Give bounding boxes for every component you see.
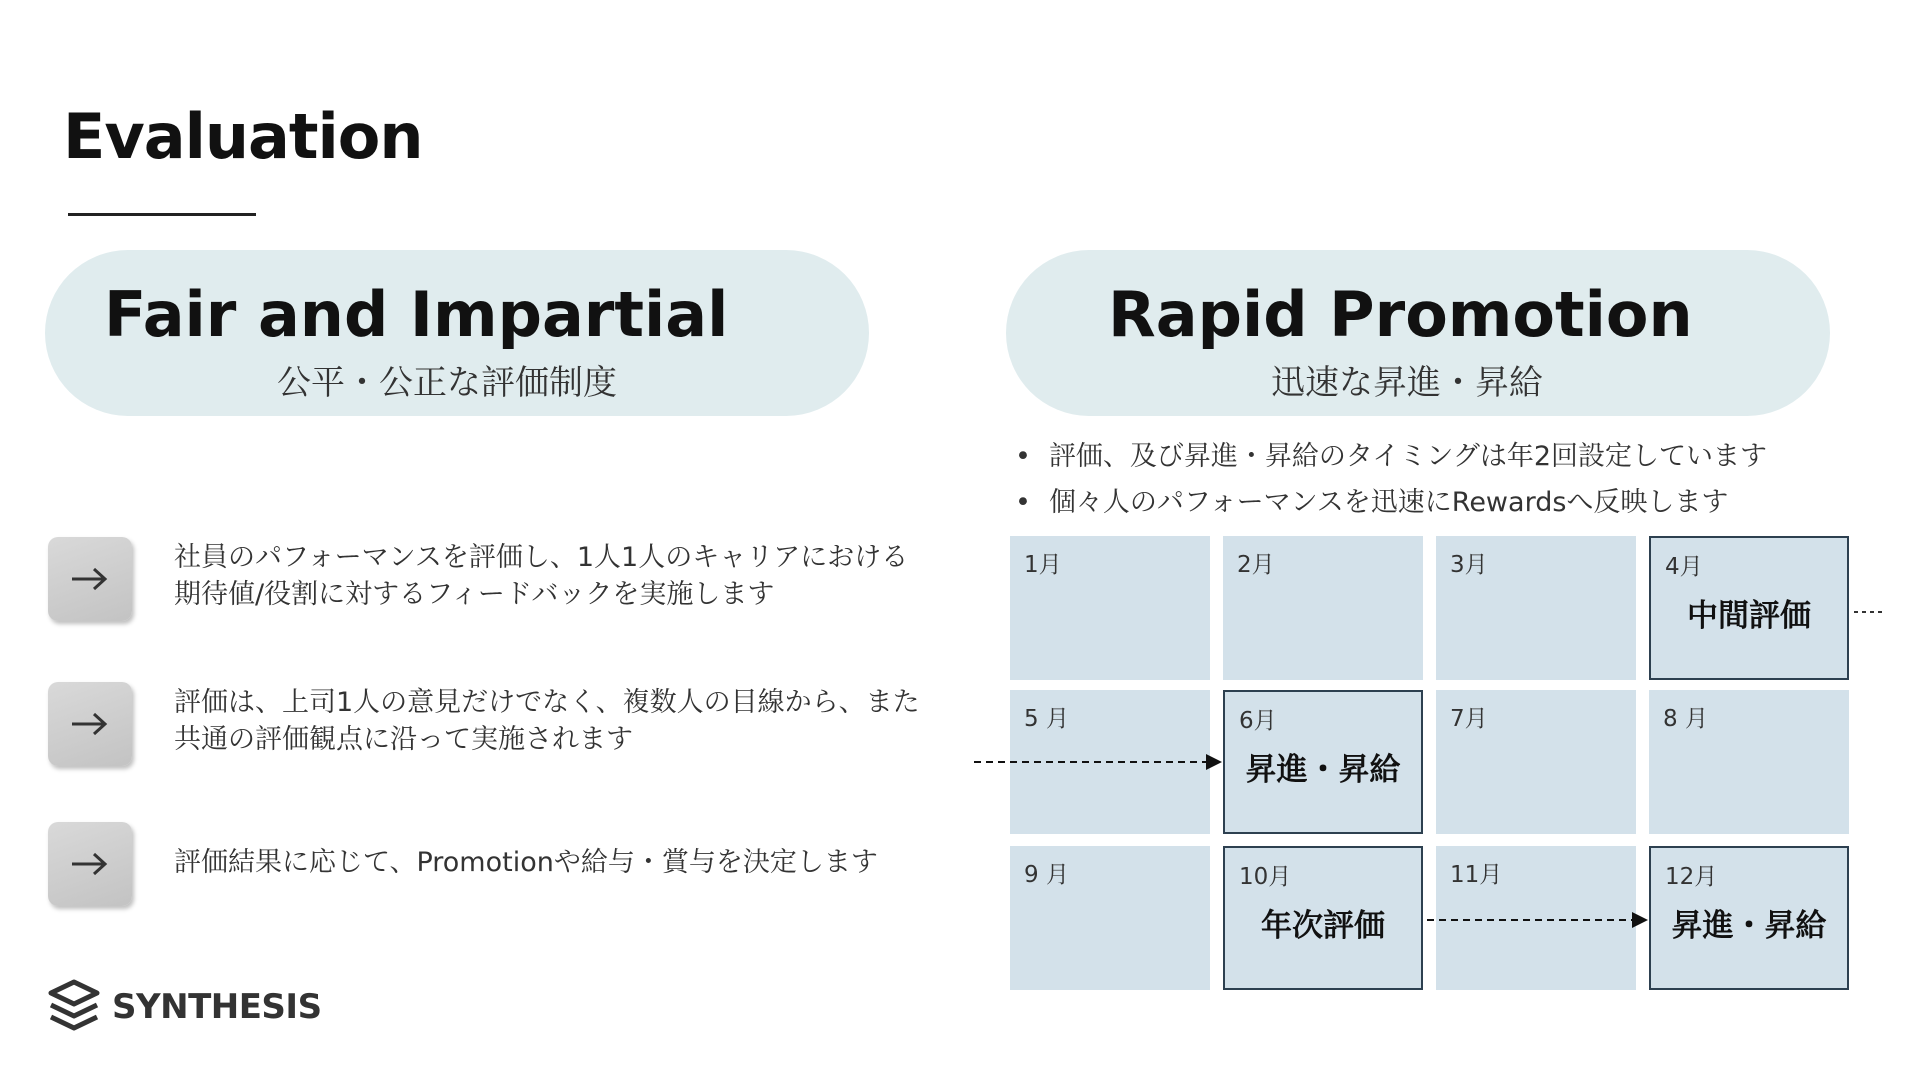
month-label: 1月 [1024,552,1062,578]
month-label: 2月 [1237,552,1275,578]
right-arrow-icon [48,822,132,906]
month-cell [1436,536,1636,680]
month-label: 9 月 [1024,862,1069,888]
month-label: 10月 [1239,864,1292,890]
month-label: 3月 [1450,552,1488,578]
fair-impartial-title: Fair and Impartial [104,278,729,351]
month-cell [1010,846,1210,990]
month-cell [1649,690,1849,834]
page-title: Evaluation [63,100,423,173]
month-cell [1436,690,1636,834]
month-label: 7月 [1450,706,1488,732]
bullet-item: • 個々人のパフォーマンスを迅速にRewardsへ反映します [1015,483,1767,529]
promotion-bullets [1015,437,1767,529]
bullet-item: • 評価、及び昇進・昇給のタイミングは年2回設定しています [1015,437,1767,483]
month-calendar-grid [1010,536,1920,996]
month-event: 昇進・昇給 [1245,752,1401,788]
synthesis-logo [48,979,322,1035]
month-label: 11月 [1450,862,1503,888]
month-cell [1010,536,1210,680]
month-cell-highlighted [1223,690,1423,834]
month-label: 6月 [1239,708,1277,734]
fair-impartial-pill [45,250,869,416]
synthesis-logo-icon [48,979,100,1035]
month-event: 年次評価 [1261,908,1385,944]
title-underline [68,213,256,216]
month-cell [1436,846,1636,990]
month-cell-highlighted [1223,846,1423,990]
month-cell-highlighted [1649,846,1849,990]
month-cell [1010,690,1210,834]
fair-impartial-subtitle: 公平・公正な評価制度 [277,363,617,403]
feature-text: 評価は、上司1人の意見だけでなく、複数人の目線から、また共通の評価観点に沿って実施されます [174,687,920,755]
month-event: 中間評価 [1687,598,1811,634]
month-cell-highlighted [1649,536,1849,680]
month-label: 5 月 [1024,706,1069,732]
rapid-promotion-title: Rapid Promotion [1108,278,1693,351]
month-cell [1223,536,1423,680]
rapid-promotion-subtitle: 迅速な昇進・昇給 [1271,363,1543,403]
right-arrow-icon [48,682,132,766]
feature-text: 評価結果に応じて、Promotionや給与・賞与を決定します [174,847,878,878]
month-label: 12月 [1665,864,1718,890]
logo-wordmark: SYNTHESIS [112,987,322,1027]
month-label: 8 月 [1663,706,1708,732]
right-arrow-icon [48,537,132,621]
rapid-promotion-pill [1006,250,1830,416]
feature-text: 社員のパフォーマンスを評価し、1人1人のキャリアにおける期待値/役割に対するフィードバックを実施します [174,542,909,610]
month-label: 4月 [1665,554,1703,580]
month-event: 昇進・昇給 [1671,908,1827,944]
